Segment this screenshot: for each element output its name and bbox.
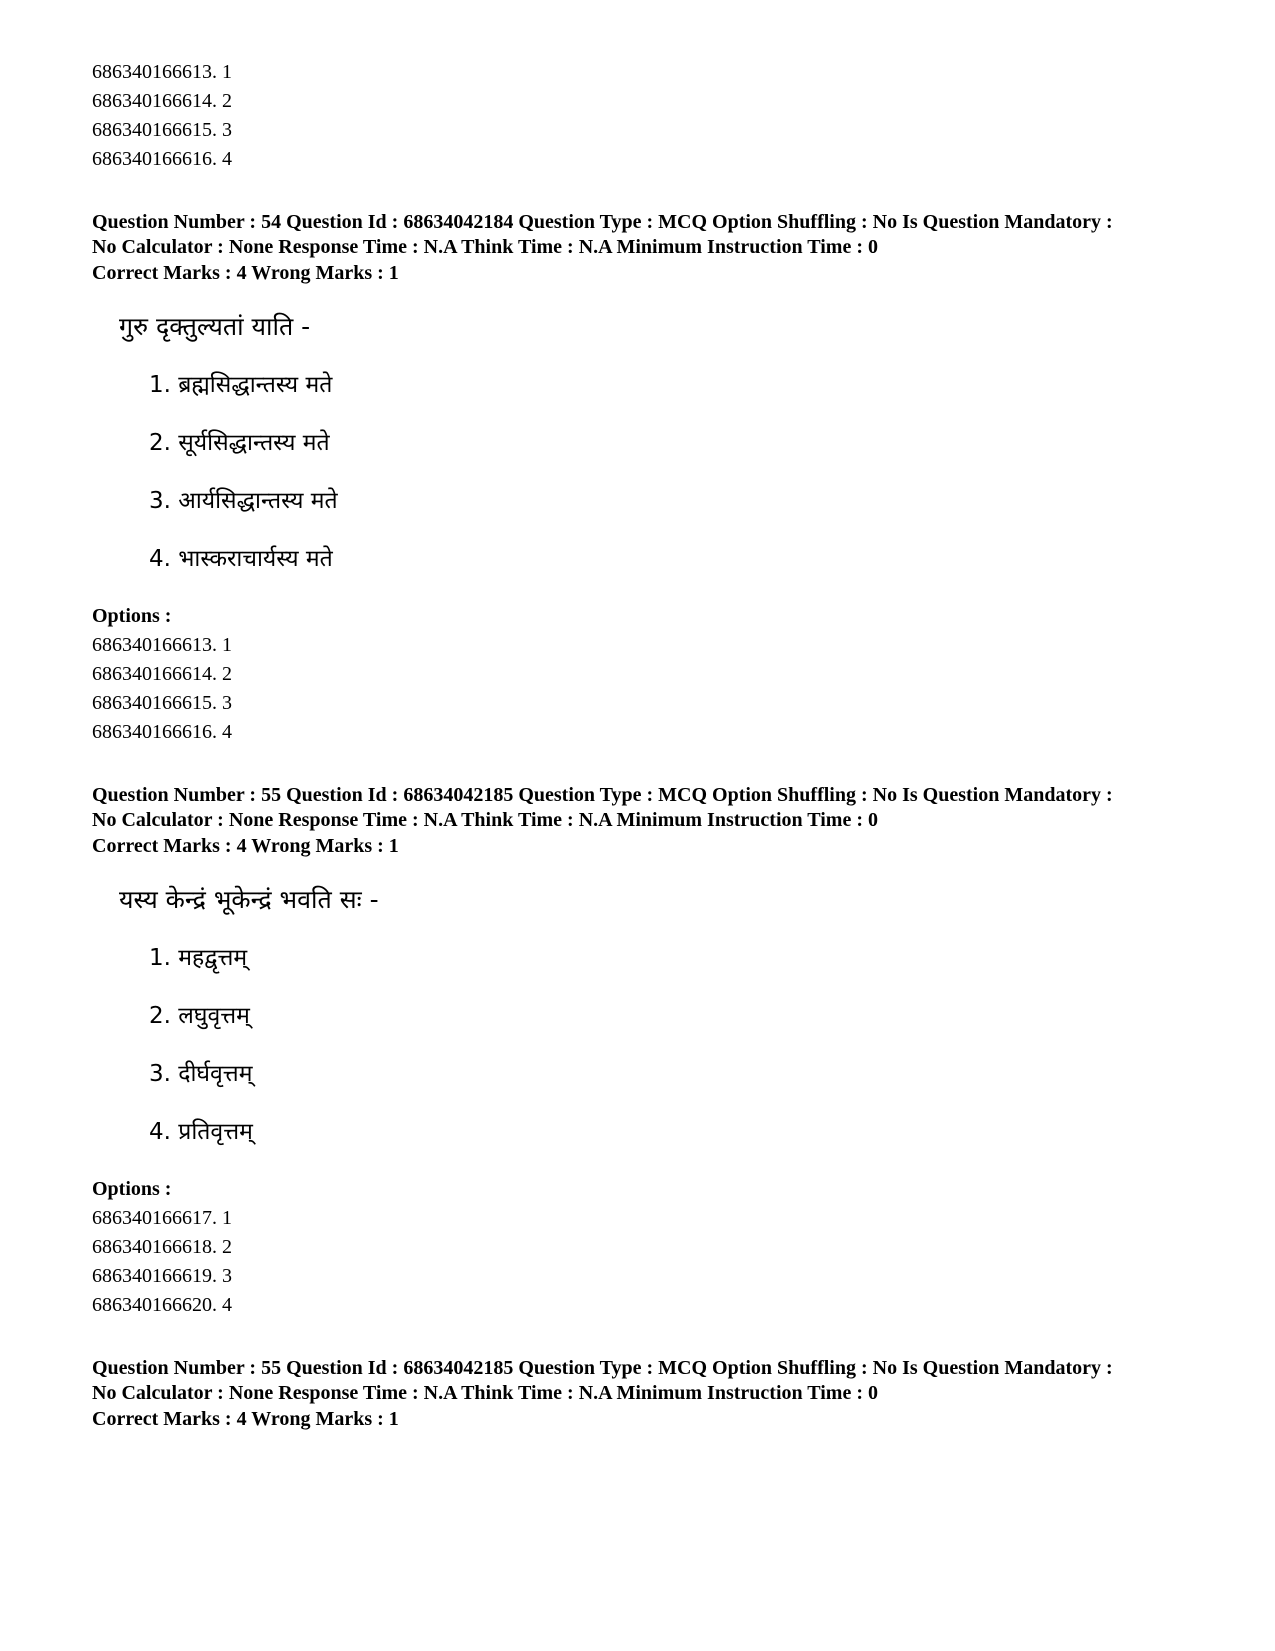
options-label: Options : — [92, 1178, 172, 1200]
question-meta-line: Question Number : 55 Question Id : 68634042185 Question Type : MCQ Option Shuffling : No Is Question Mandatory : — [92, 784, 1113, 806]
marks-line: Correct Marks : 4 Wrong Marks : 1 — [92, 262, 399, 284]
question-choice: 1. महद्वृत्तम् — [149, 945, 248, 971]
question-55-repeat-header — [92, 1356, 1212, 1434]
option-line: 686340166618. 2 — [92, 1236, 232, 1258]
question-meta — [92, 783, 1212, 861]
option-line: 686340166617. 1 — [92, 1207, 232, 1229]
question-choice: 4. भास्कराचार्यस्य मते — [149, 546, 333, 572]
question-55 — [92, 783, 1212, 1320]
exam-document-page — [92, 58, 1212, 1434]
question-choice: 2. सूर्यसिद्धान्तस्य मते — [149, 430, 330, 456]
option-line: 686340166616. 4 — [92, 148, 232, 170]
question-choice: 4. प्रतिवृत्तम् — [149, 1119, 253, 1145]
question-stem: यस्य केन्द्रं भूकेन्द्रं भवति सः - — [119, 885, 379, 914]
question-meta-line: Question Number : 55 Question Id : 68634042185 Question Type : MCQ Option Shuffling : No Is Question Mandatory : — [92, 1357, 1113, 1379]
question-choice: 1. ब्रह्मसिद्धान्तस्य मते — [149, 372, 333, 398]
question-meta-line: No Calculator : None Response Time : N.A Think Time : N.A Minimum Instruction Time : 0 — [92, 235, 878, 258]
question-stem: गुरु दृक्तुल्यतां याति - — [119, 312, 311, 341]
option-line: 686340166614. 2 — [92, 90, 232, 112]
question-meta — [92, 1356, 1212, 1434]
question-choice: 3. आर्यसिद्धान्तस्य मते — [149, 488, 338, 514]
question-54 — [92, 210, 1212, 747]
question-choice: 2. लघुवृत्तम् — [149, 1003, 250, 1029]
option-line: 686340166613. 1 — [92, 634, 232, 656]
option-line: 686340166615. 3 — [92, 119, 232, 141]
options-label: Options : — [92, 605, 172, 627]
top-options-list — [92, 58, 1212, 174]
question-meta-line: No Calculator : None Response Time : N.A Think Time : N.A Minimum Instruction Time : 0 — [92, 808, 878, 831]
marks-line: Correct Marks : 4 Wrong Marks : 1 — [92, 835, 399, 857]
question-choice: 3. दीर्घवृत्तम् — [149, 1061, 253, 1087]
option-line: 686340166620. 4 — [92, 1294, 232, 1316]
question-meta — [92, 210, 1212, 288]
option-line: 686340166615. 3 — [92, 692, 232, 714]
marks-line: Correct Marks : 4 Wrong Marks : 1 — [92, 1408, 399, 1430]
option-line: 686340166619. 3 — [92, 1265, 232, 1287]
option-line: 686340166614. 2 — [92, 663, 232, 685]
option-line: 686340166616. 4 — [92, 721, 232, 743]
question-meta-line: No Calculator : None Response Time : N.A Think Time : N.A Minimum Instruction Time : 0 — [92, 1381, 878, 1404]
question-meta-line: Question Number : 54 Question Id : 68634042184 Question Type : MCQ Option Shuffling : No Is Question Mandatory : — [92, 211, 1113, 233]
option-line: 686340166613. 1 — [92, 61, 232, 83]
